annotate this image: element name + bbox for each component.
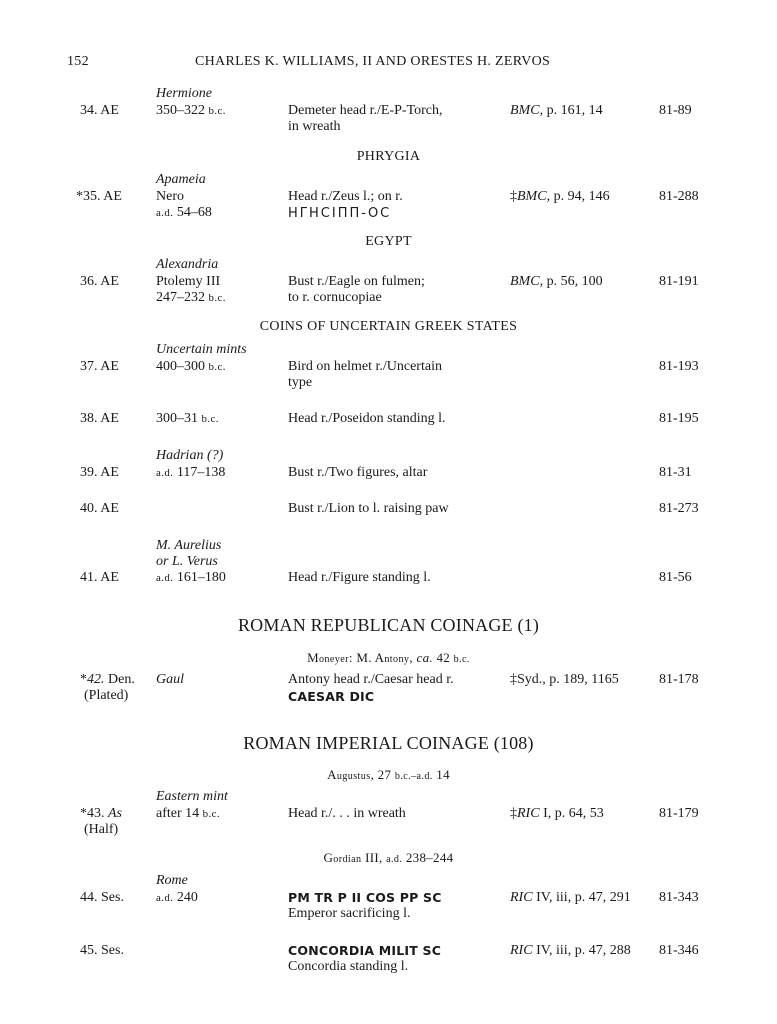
inventory-number: 81-195 — [659, 411, 699, 426]
section-heading-roman-republican: ROMAN REPUBLICAN COINAGE (1) — [237, 615, 540, 635]
inventory-number: 81-346 — [659, 943, 699, 958]
inventory-number: 81-178 — [659, 672, 699, 687]
entry-number-note: (Plated) — [84, 688, 129, 703]
entry-number: 39. AE — [80, 465, 119, 480]
entry-description: Bust r./Lion to l. raising paw — [288, 501, 449, 516]
page-number: 152 — [67, 54, 89, 69]
entry-date: 247–232 b.c. — [156, 290, 226, 305]
entry-number: 40. AE — [80, 501, 119, 516]
entry-number-note: (Half) — [84, 822, 119, 837]
entry-description: Bust r./Two figures, altar — [288, 465, 428, 480]
entry-description-cont: in wreath — [288, 119, 341, 134]
entry-description: Demeter head r./E-P-Torch, — [288, 103, 443, 118]
entry-reference: ‡RIC I, p. 64, 53 — [510, 806, 604, 821]
entry-reference: ‡Syd., p. 189, 1165 — [510, 672, 619, 687]
entry-number: 36. AE — [80, 274, 119, 289]
entry-description: Concordia standing l. — [288, 959, 409, 974]
section-heading-egypt: EGYPT — [365, 234, 412, 249]
coin-legend: CAESAR DIC — [288, 689, 375, 704]
entry-date: after 14 b.c. — [156, 806, 221, 821]
entry-reference: BMC, p. 56, 100 — [510, 274, 603, 289]
entry-description: Head r./Figure standing l. — [288, 570, 431, 585]
entry-ruler: Nero — [156, 189, 184, 204]
entry-description: Head r./Poseidon standing l. — [288, 411, 446, 426]
inventory-number: 81-89 — [659, 103, 692, 118]
mint-name: Apameia — [156, 172, 206, 187]
entry-date: 300–31 b.c. — [156, 411, 219, 426]
entry-date: a.d. 240 — [156, 890, 198, 905]
mint-name: Eastern mint — [156, 789, 228, 804]
mint-name: Hadrian (?) — [156, 448, 224, 463]
mint-name: Gaul — [156, 672, 184, 687]
entry-number: 44. Ses. — [80, 890, 124, 905]
entry-number: 37. AE — [80, 359, 119, 374]
mint-name: Uncertain mints — [156, 342, 247, 357]
mint-name-cont: or L. Verus — [156, 554, 218, 569]
entry-number: 45. Ses. — [80, 943, 124, 958]
coin-legend: CONCORDIA MILIT SC — [288, 943, 442, 958]
inventory-number: 81-179 — [659, 806, 699, 821]
entry-description: Head r./Zeus l.; on r. — [288, 189, 403, 204]
entry-description: Antony head r./Caesar head r. — [288, 672, 454, 687]
subheading-gordian: Gordian III, a.d. 238–244 — [323, 850, 454, 865]
entry-number: 38. AE — [80, 411, 119, 426]
inventory-number: 81-273 — [659, 501, 699, 516]
inventory-number: 81-193 — [659, 359, 699, 374]
inventory-number: 81-31 — [659, 465, 692, 480]
inventory-number: 81-191 — [659, 274, 699, 289]
inventory-number: 81-343 — [659, 890, 699, 905]
subheading-moneyer: Moneyer: M. Antony, ca. 42 b.c. — [307, 650, 470, 665]
section-heading-uncertain: COINS OF UNCERTAIN GREEK STATES — [259, 319, 518, 334]
entry-number: *35. AE — [76, 189, 122, 204]
section-heading-phrygia: PHRYGIA — [356, 149, 421, 164]
entry-description-cont: type — [288, 375, 313, 390]
mint-name: Rome — [156, 873, 188, 888]
entry-date: a.d. 117–138 — [156, 465, 226, 480]
coin-legend: PM TR P II COS PP SC — [288, 890, 442, 905]
entry-description: Head r./. . . in wreath — [288, 806, 406, 821]
entry-number: 34. AE — [80, 103, 119, 118]
mint-name: Hermione — [156, 86, 212, 101]
entry-description: Bust r./Eagle on fulmen; — [288, 274, 425, 289]
entry-number: 41. AE — [80, 570, 119, 585]
inventory-number: 81-288 — [659, 189, 699, 204]
entry-date: a.d. 54–68 — [156, 205, 212, 220]
running-title: CHARLES K. WILLIAMS, II AND ORESTES H. ZERVOS — [195, 54, 551, 69]
mint-name: Alexandria — [156, 257, 219, 272]
entry-description-cont: to r. cornucopiae — [288, 290, 382, 305]
entry-ruler: Ptolemy III — [156, 274, 221, 289]
entry-reference: BMC, p. 161, 14 — [510, 103, 603, 118]
entry-date: 350–322 b.c. — [156, 103, 226, 118]
entry-reference: ‡BMC, p. 94, 146 — [510, 189, 610, 204]
inventory-number: 81-56 — [659, 570, 692, 585]
coin-legend: HΓHCIΠΠ-OC — [288, 206, 392, 221]
entry-number: *43. As — [80, 806, 122, 821]
section-heading-roman-imperial: ROMAN IMPERIAL COINAGE (108) — [243, 733, 534, 753]
entry-date: a.d. 161–180 — [156, 570, 226, 585]
entry-reference: RIC IV, iii, p. 47, 288 — [510, 943, 631, 958]
entry-number: *42. Den. — [80, 672, 135, 687]
entry-description: Emperor sacrificing l. — [288, 906, 411, 921]
subheading-augustus: Augustus, 27 b.c.–a.d. 14 — [327, 767, 450, 782]
mint-name: M. Aurelius — [156, 538, 222, 553]
entry-reference: RIC IV, iii, p. 47, 291 — [510, 890, 631, 905]
entry-date: 400–300 b.c. — [156, 359, 226, 374]
entry-description: Bird on helmet r./Uncertain — [288, 359, 442, 374]
